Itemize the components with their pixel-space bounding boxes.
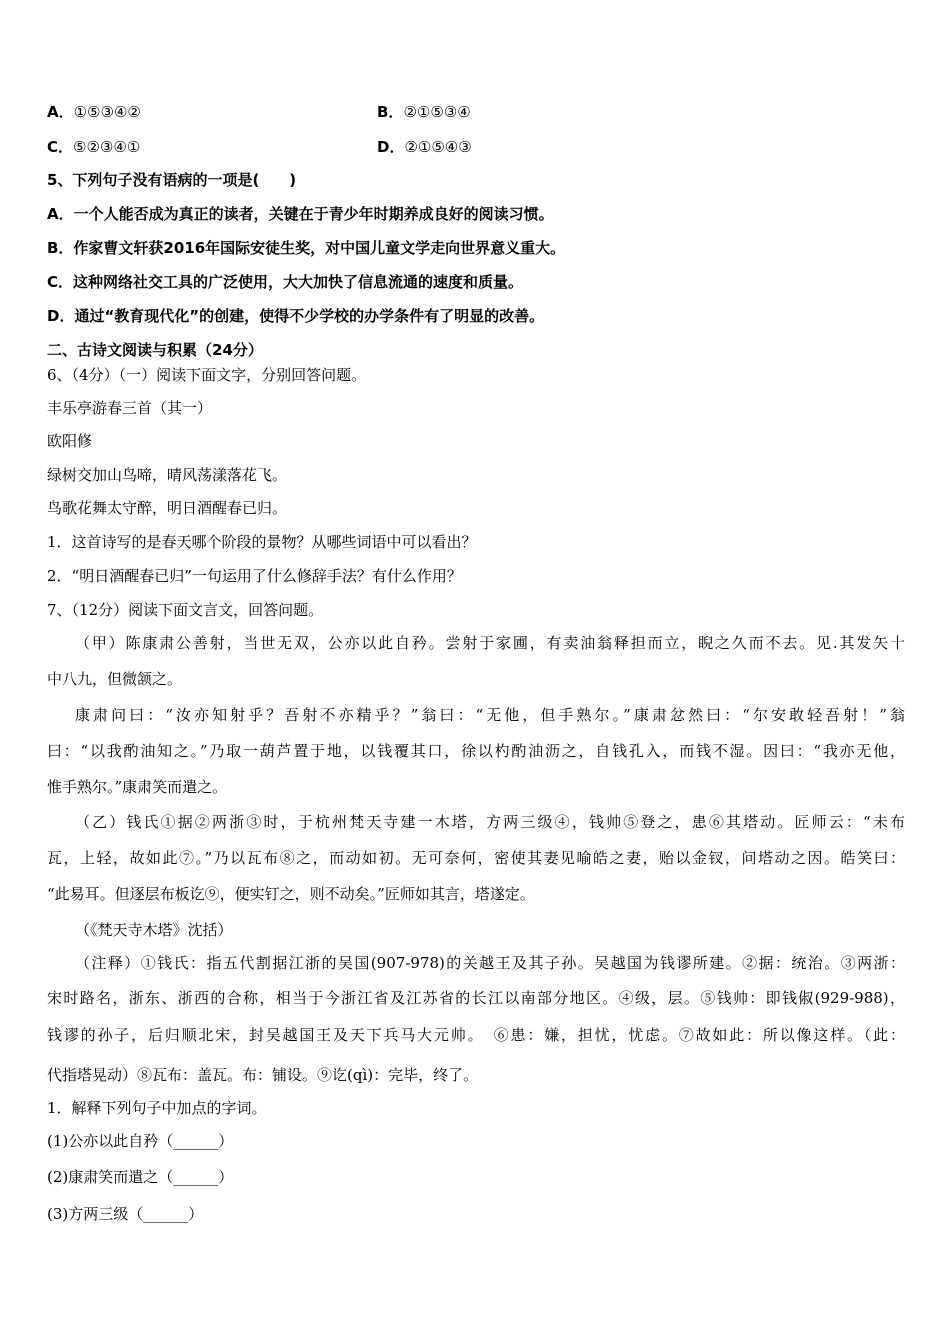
q7-question-1: 1．解释下列句子中加点的字词。 xyxy=(47,1099,267,1117)
option-label: C． xyxy=(47,138,74,156)
q7-item: (2)康肃笑而遣之（______） xyxy=(47,1168,234,1186)
q5-option-a: A．一个人能否成为真正的读者，关键在于青少年时期养成良好的阅读习惯。 xyxy=(47,205,554,223)
poem-title: 丰乐亭游春三首（其一） xyxy=(47,399,213,417)
q4-option-d xyxy=(377,137,472,157)
poem-line: 鸟歌花舞太守醉，明日酒醒春已归。 xyxy=(47,499,288,517)
option-label: B． xyxy=(377,103,404,121)
option-text: ②①⑤④③ xyxy=(404,138,472,156)
q7-stem: 7、（12分）阅读下面文言文，回答问题。 xyxy=(47,601,324,619)
q6-question-1: 1．这首诗写的是春天哪个阶段的景物？从哪些词语中可以看出？ xyxy=(47,533,477,551)
q5-option-c: C．这种网络社交工具的广泛使用，大大加快了信息流通的速度和质量。 xyxy=(47,273,524,291)
q4-option-b xyxy=(377,102,471,122)
q5-option-d: D．通过“教育现代化”的创建，使得不少学校的办学条件有了明显的改善。 xyxy=(47,307,545,325)
text-jia-line: 康肃问曰：“汝亦知射乎？吾射不亦精乎？”翁曰：“无他，但手熟尔。”康肃忿然曰：“尔安敢轻吾射！”翁 xyxy=(75,706,905,724)
text-yi-line: 瓦，上轻，故如此⑦。”乃以瓦布⑧之，而动如初。无可奈何，密使其妻见喻皓之妻，贻以金钗，问塔动之因。皓笑曰： xyxy=(47,849,905,867)
option-label: A． xyxy=(47,103,74,121)
q6-stem: 6、（4分）（一）阅读下面文字，分别回答问题。 xyxy=(47,366,367,384)
section-heading: 二、古诗文阅读与积累（24分） xyxy=(47,341,263,359)
option-label: D． xyxy=(377,138,405,156)
notes-line: 代指塔晃动）⑧瓦布：盖瓦。布：铺设。⑨讫(qì)：完毕，终了。 xyxy=(47,1066,479,1084)
text-jia-line: （甲）陈康肃公善射，当世无双，公亦以此自矜。尝射于家圃，有卖油翁释担而立，睨之久而不去。见.其发矢十 xyxy=(75,634,905,652)
q4-option-c xyxy=(47,137,140,157)
notes-line: 宋时路名，浙东、浙西的合称，相当于今浙江省及江苏省的长江以南部分地区。④级，层。⑤钱帅：即钱俶(929-988)， xyxy=(47,989,905,1007)
q5-option-b: B．作家曹文轩获2016年国际安徒生奖，对中国儿童文学走向世界意义重大。 xyxy=(47,239,566,257)
option-text: ①⑤③④② xyxy=(73,103,141,121)
text-jia-line: 中八九，但微颔之。 xyxy=(47,670,183,688)
option-text: ⑤②③④① xyxy=(73,138,141,156)
option-text: ②①⑤③④ xyxy=(403,103,471,121)
poem-author: 欧阳修 xyxy=(47,432,93,450)
q7-item: (1)公亦以此自矜（______） xyxy=(47,1132,234,1150)
q5-stem: 5、下列句子没有语病的一项是( ) xyxy=(47,171,297,189)
text-yi-line: （乙）钱氏①据②两浙③时，于杭州梵天寺建一木塔，方两三级④，钱帅⑤登之，患⑥其塔动。匠师云：“未布 xyxy=(75,813,905,831)
q4-option-a xyxy=(47,102,141,122)
text-source: （《梵天寺木塔》沈括） xyxy=(75,921,233,939)
poem-line: 绿树交加山鸟啼，晴风荡漾落花飞。 xyxy=(47,466,288,484)
notes-line: （注释）①钱氏：指五代割据江浙的吴国(907-978)的关越王及其子孙。吴越国为钱谬所建。②据：统治。③两浙： xyxy=(75,954,905,972)
text-yi-line: “此易耳。但逐层布板讫⑨，便实钉之，则不动矣。”匠师如其言，塔遂定。 xyxy=(47,885,535,903)
notes-line: 钱谬的孙子，后归顺北宋，封吴越国王及天下兵马大元帅。 ⑥患：嫌，担忧，忧虑。⑦故如此：所以像这样。（此： xyxy=(47,1026,905,1044)
text-jia-line: 曰：“以我酌油知之。”乃取一葫芦置于地，以钱覆其口，徐以杓酌油沥之，自钱孔入，而钱不湿。因曰：“我亦无他， xyxy=(47,742,905,760)
q7-item: (3)方两三级（______） xyxy=(47,1205,204,1223)
text-jia-line: 惟手熟尔。”康肃笑而遣之。 xyxy=(47,778,228,796)
q6-question-2: 2．“明日酒醒春已归”一句运用了什么修辞手法？有什么作用？ xyxy=(47,567,462,585)
